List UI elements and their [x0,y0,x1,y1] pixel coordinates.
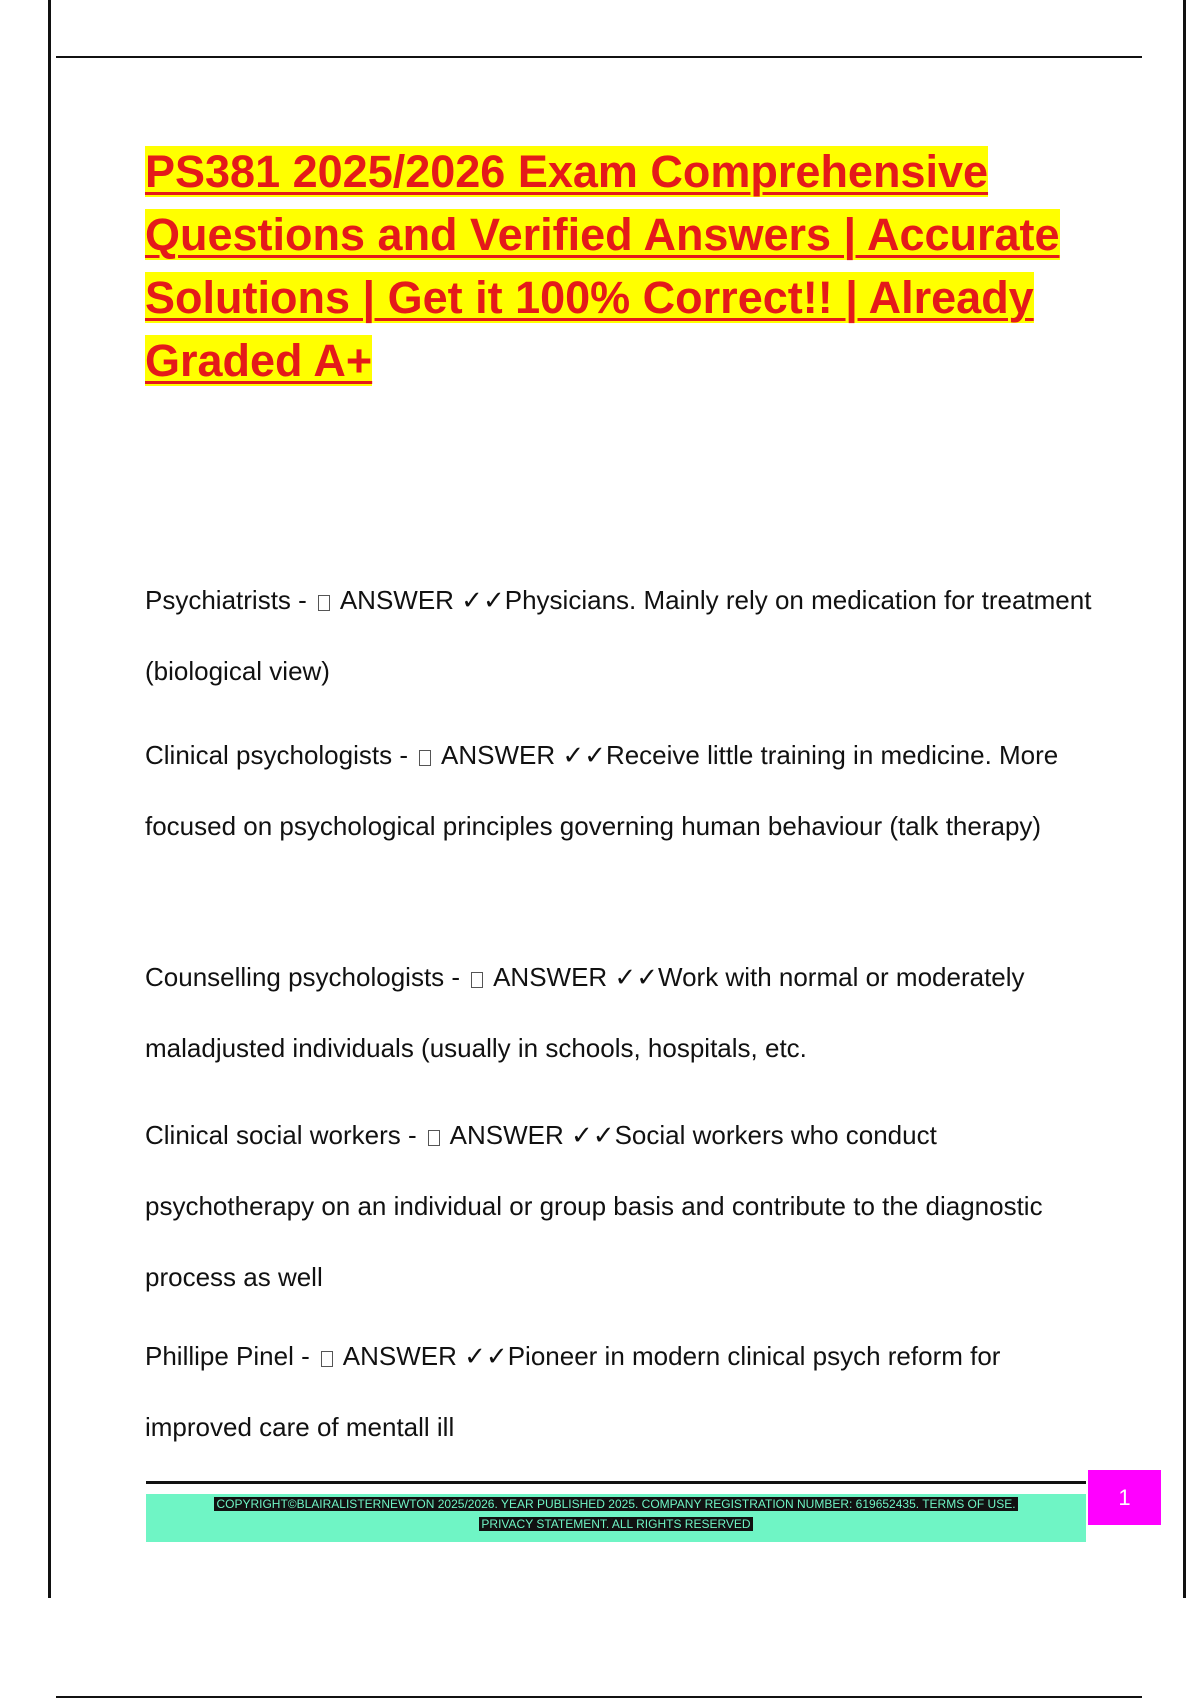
box-glyph-icon [321,1351,333,1367]
box-glyph-icon [471,972,483,988]
page-number: 1 [1088,1470,1161,1525]
qa-entry: Counselling psychologists - ANSWER ✓✓Work with normal or moderately maladjusted individuals (usually in schools, hospitals, etc. [145,962,1025,1063]
copyright-line-2: PRIVACY STATEMENT. ALL RIGHTS RESERVED [481,1517,751,1531]
copyright-line-1: COPYRIGHT©BLAIRALISTERNEWTON 2025/2026. YEAR PUBLISHED 2025. COMPANY REGISTRATION NUMBER: 619652435. TERMS OF USE. [216,1497,1016,1511]
copyright-footer [146,1494,1086,1542]
qa-entry: Phillipe Pinel - ANSWER ✓✓Pioneer in modern clinical psych reform for improved care of mentall ill [145,1341,1001,1442]
top-rule [56,56,1142,58]
document-title: PS381 2025/2026 Exam Comprehensive Questions and Verified Answers | Accurate Solutions | Get it 100% Correct!! | Already Graded A+ [145,146,1060,386]
box-glyph-icon [428,1130,440,1146]
box-glyph-icon [419,750,431,766]
qa-entry: Psychiatrists - ANSWER ✓✓Physicians. Mainly rely on medication for treatment (biological view) [145,585,1092,686]
box-glyph-icon [318,595,330,611]
right-page-border [1183,0,1186,1598]
qa-entry: Clinical social workers - ANSWER ✓✓Social workers who conduct psychotherapy on an individual or group basis and contribute to the diagnostic process as well [145,1120,1043,1292]
qa-entry: Clinical psychologists - ANSWER ✓✓Receive little training in medicine. More focused on psychological principles governing human behaviour (talk therapy) [145,740,1059,841]
footer-rule [146,1481,1086,1484]
left-page-border [48,0,51,1598]
bottom-rule [56,1696,1142,1698]
